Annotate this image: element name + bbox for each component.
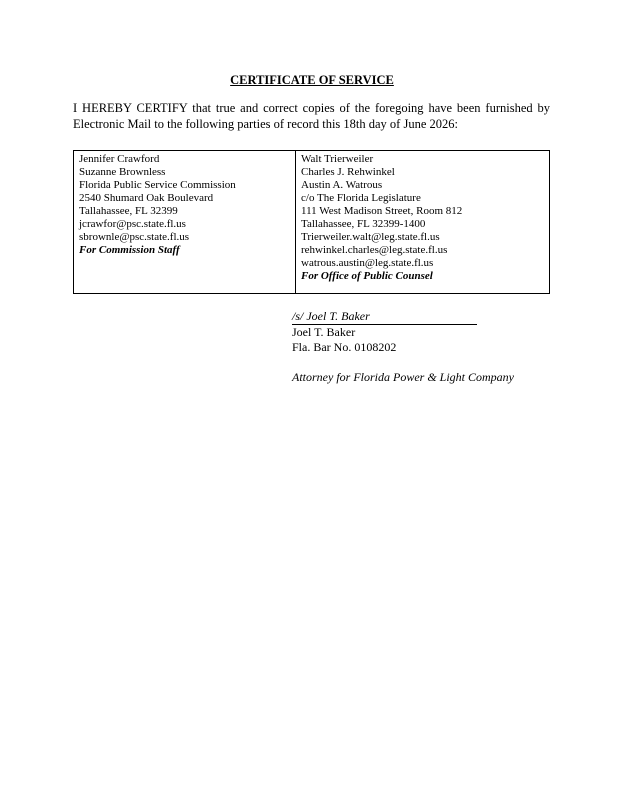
electronic-signature: /s/ Joel T. Baker bbox=[292, 309, 477, 325]
party-line: Charles J. Rehwinkel bbox=[301, 166, 395, 178]
email-line: Trierweiler.walt@leg.state.fl.us bbox=[301, 231, 440, 243]
party-line: c/o The Florida Legislature bbox=[301, 192, 421, 204]
party-role: For Commission Staff bbox=[79, 244, 180, 256]
party-line: 111 West Madison Street, Room 812 bbox=[301, 205, 463, 217]
service-list-table bbox=[73, 150, 550, 294]
party-line: Austin A. Watrous bbox=[301, 179, 383, 191]
commission-staff-cell bbox=[74, 151, 296, 294]
party-line: Florida Public Service Commission bbox=[79, 179, 236, 191]
party-line: Suzanne Brownless bbox=[79, 166, 166, 178]
party-role: For Office of Public Counsel bbox=[301, 270, 433, 282]
certification-line-1: I HEREBY CERTIFY that true and correct copies of the foregoing have been furnished by bbox=[73, 101, 550, 115]
party-line: 2540 Shumard Oak Boulevard bbox=[79, 192, 214, 204]
public-counsel-cell bbox=[296, 151, 550, 294]
signature-block bbox=[292, 309, 514, 385]
email-line: jcrawfor@psc.state.fl.us bbox=[79, 218, 186, 230]
party-line: Tallahassee, FL 32399-1400 bbox=[301, 218, 426, 230]
email-line: rehwinkel.charles@leg.state.fl.us bbox=[301, 244, 448, 256]
table-row bbox=[74, 151, 550, 294]
party-line: Jennifer Crawford bbox=[79, 153, 160, 165]
email-line: watrous.austin@leg.state.fl.us bbox=[301, 257, 434, 269]
signer-name: Joel T. Baker bbox=[292, 325, 356, 339]
page-title: CERTIFICATE OF SERVICE bbox=[230, 73, 394, 87]
certification-paragraph bbox=[73, 101, 550, 132]
email-line: sbrownle@psc.state.fl.us bbox=[79, 231, 190, 243]
party-line: Walt Trierweiler bbox=[301, 153, 374, 165]
party-line: Tallahassee, FL 32399 bbox=[79, 205, 178, 217]
signer-role: Attorney for Florida Power & Light Company bbox=[292, 370, 514, 384]
bar-number: Fla. Bar No. 0108202 bbox=[292, 340, 397, 354]
certification-line-2: Electronic Mail to the following parties of record this 18th day of June 2026: bbox=[73, 116, 458, 131]
